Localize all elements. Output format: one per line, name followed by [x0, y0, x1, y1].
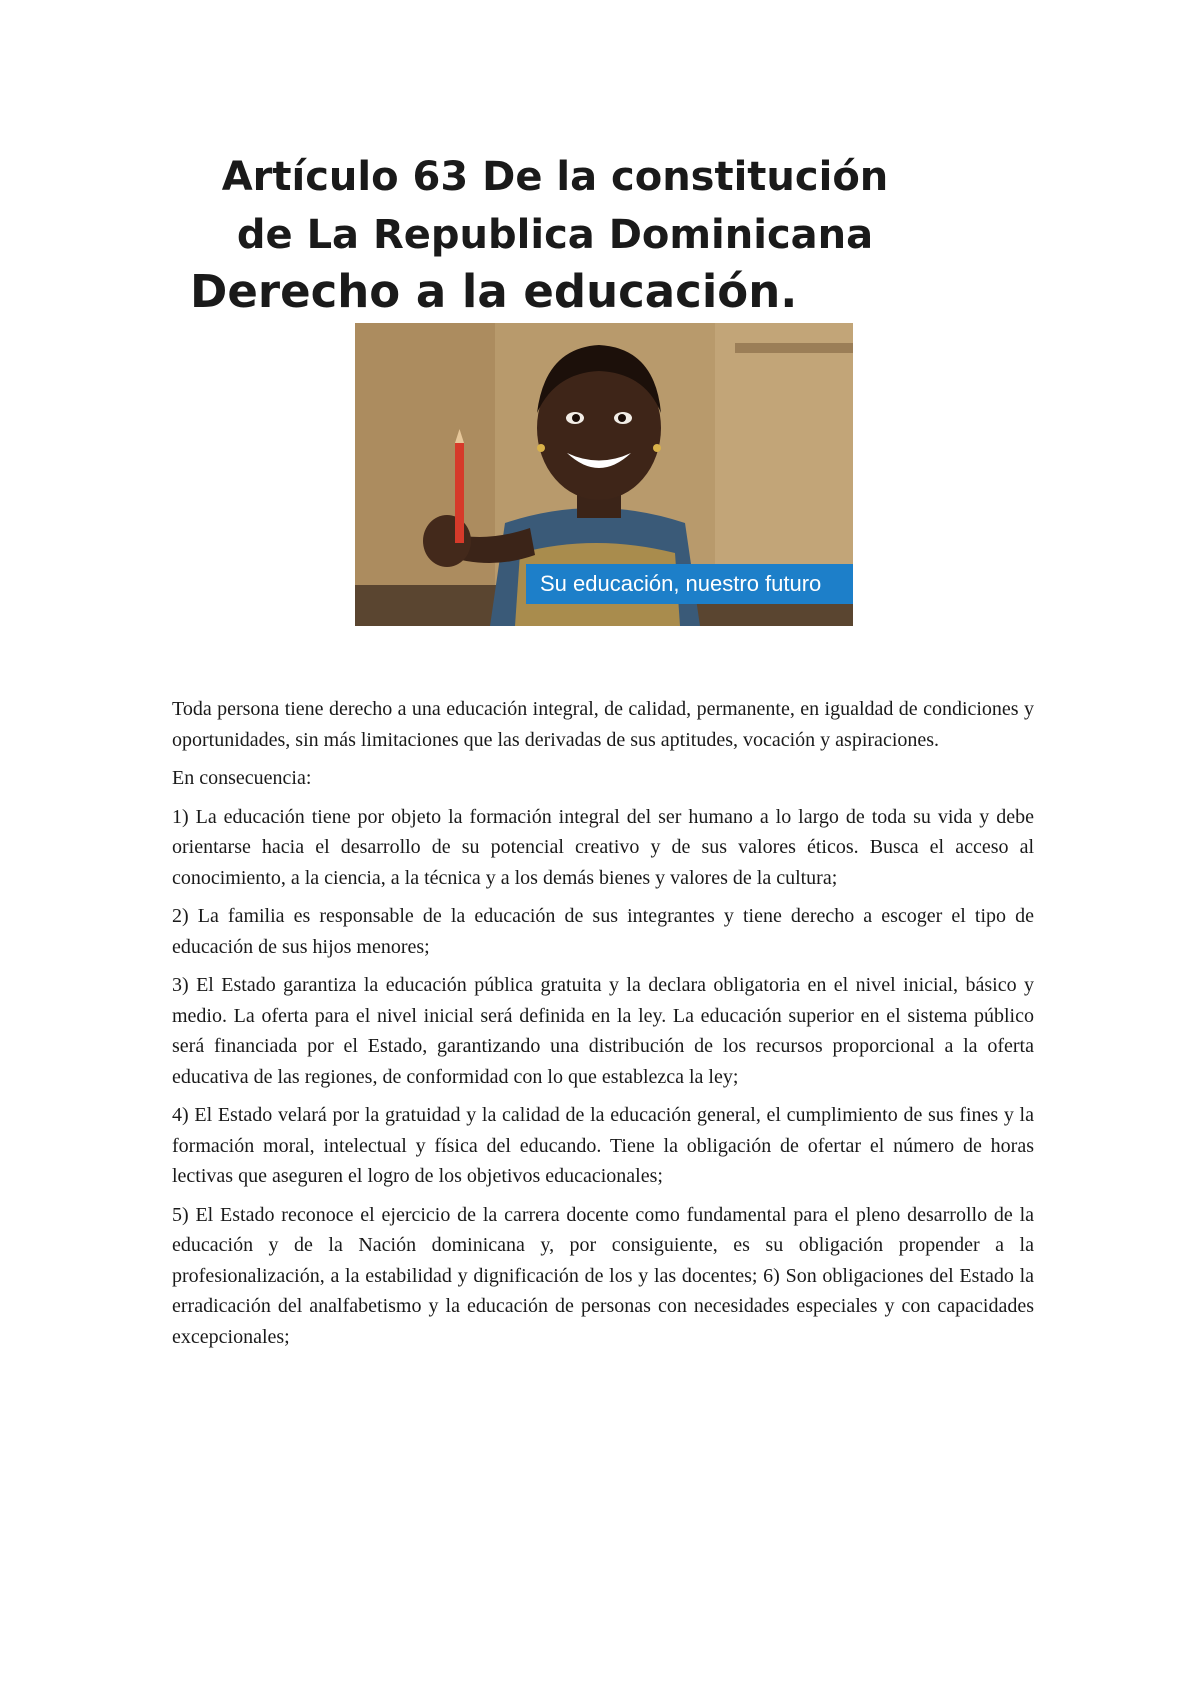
- paragraph-item-2: 2) La familia es responsable de la educación de sus integrantes y tiene derecho a escoger el tipo de educación de sus hijos menores;: [172, 905, 1034, 958]
- paragraph-consequence: En consecuencia:: [172, 767, 312, 789]
- article-body: [172, 694, 1034, 1360]
- paragraph-item-5-6: 5) El Estado reconoce el ejercicio de la carrera docente como fundamental para el pleno desarrollo de la educación y de la Nación dominicana y, por consiguiente, es su obligación propender a la profesionalización, a la estabilidad y dignificación de los y las docentes; 6) Son obligaciones del Estado la erradicación del analfabetismo y la educación de personas con necesidades especiales y con capacidades excepcionales;: [172, 1203, 1034, 1348]
- paragraph-item-3: 3) El Estado garantiza la educación pública gratuita y la declara obligatoria en el nivel inicial, básico y medio. La oferta para el nivel inicial será definida en la ley. La educación superior en el sistema público será financiada por el Estado, garantizando una distribución de los recursos proporcional a la oferta educativa de las regiones, de conformidad con lo que establezca la ley;: [172, 974, 1034, 1088]
- paragraph-item-1: 1) La educación tiene por objeto la formación integral del ser humano a lo largo de toda su vida y debe orientarse hacia el desarrollo de su potencial creativo y de sus valores éticos. Busca el acceso al conocimiento, a la ciencia, a la técnica y a los demás bienes y valores de la cultura;: [172, 805, 1034, 889]
- paragraph-intro: Toda persona tiene derecho a una educación integral, de calidad, permanente, en igualdad de condiciones y oportunidades, sin más limitaciones que las derivadas de sus aptitudes, vocación y aspiraciones.: [172, 698, 1034, 751]
- title-line-1: Artículo 63 De la constitución: [221, 154, 889, 200]
- document-subtitle: Derecho a la educación.: [190, 265, 798, 318]
- title-line-2: de La Republica Dominicana: [236, 212, 874, 258]
- document-title: [0, 148, 1110, 264]
- photo-banner: Su educación, nuestro futuro: [526, 564, 853, 604]
- child-with-pencil-photo: [355, 323, 853, 626]
- paragraph-item-4: 4) El Estado velará por la gratuidad y la calidad de la educación general, el cumplimiento de sus fines y la formación moral, intelectual y física del educando. Tiene la obligación de ofertar el número de horas lectivas que aseguren el logro de los objetivos educacionales;: [172, 1104, 1034, 1187]
